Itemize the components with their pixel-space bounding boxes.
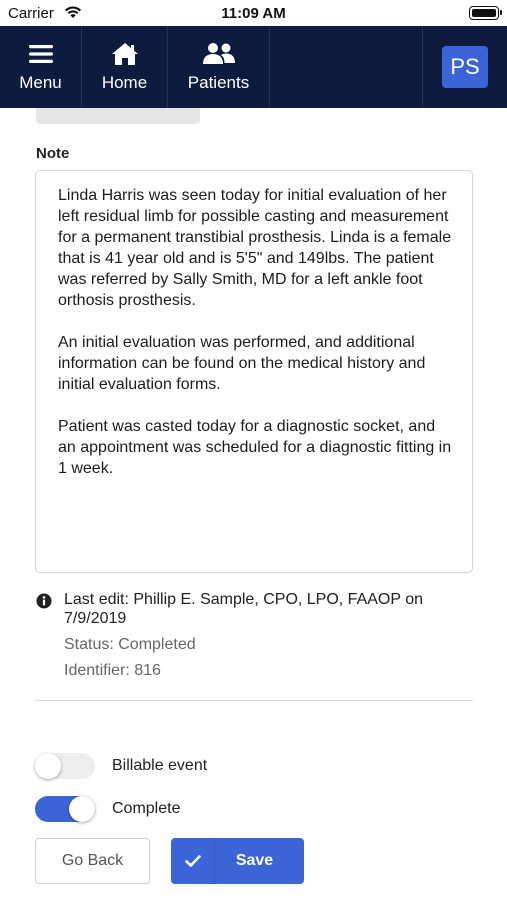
home-label: Home: [101, 73, 148, 92]
divider: [35, 700, 473, 701]
complete-toggle[interactable]: [35, 796, 95, 822]
identifier-text: Identifier: 816: [64, 662, 161, 679]
user-menu[interactable]: [423, 26, 507, 108]
hamburger-icon: [28, 43, 54, 65]
status-bar: [0, 0, 507, 26]
battery-icon: [469, 6, 499, 20]
partial-button[interactable]: [36, 108, 200, 124]
billable-label: Billable event: [112, 757, 208, 774]
check-icon: [185, 855, 201, 867]
note-label: Note: [36, 145, 70, 162]
patients-label: Patients: [187, 73, 250, 92]
home-icon: [110, 41, 140, 67]
note-paragraph: An initial evaluation was performed, and additional information can be found on the medical history and initial evaluation forms.: [58, 334, 426, 393]
note-textarea[interactable]: [35, 170, 473, 573]
home-button[interactable]: [82, 26, 168, 108]
last-edit-text: Last edit: Phillip E. Sample, CPO, LPO, FAAOP on 7/9/2019: [64, 591, 423, 627]
billable-row: [35, 753, 207, 779]
complete-label: Complete: [112, 800, 181, 817]
menu-label: Menu: [19, 73, 62, 92]
carrier-label: Carrier: [8, 5, 54, 22]
info-icon: [36, 593, 52, 609]
complete-row: [35, 796, 180, 822]
billable-toggle[interactable]: [35, 753, 95, 779]
avatar[interactable]: PS: [442, 46, 488, 88]
status-text: Status: Completed: [64, 636, 196, 653]
top-navigation: [0, 26, 507, 108]
save-label: Save: [235, 852, 274, 869]
users-icon: [202, 42, 236, 66]
edit-info: [36, 590, 473, 680]
save-button[interactable]: [171, 838, 304, 884]
patients-button[interactable]: [168, 26, 270, 108]
menu-button[interactable]: [0, 26, 82, 108]
go-back-button[interactable]: Go Back: [35, 838, 150, 884]
note-paragraph: Patient was casted today for a diagnostic socket, and an appointment was scheduled for a diagnostic fitting in 1 week.: [58, 418, 452, 477]
clock: 11:09 AM: [221, 5, 286, 22]
nav-spacer: [270, 26, 423, 108]
note-paragraph: Linda Harris was seen today for initial evaluation of her left residual limb for possible casting and measurement for a permanent transtibial prosthesis. Linda is a female that is 41 year old and is 5'5" and 149lbs. The patient was referred by Sally Smith, MD for a left ankle foot orthosis prosthesis.: [58, 187, 452, 309]
